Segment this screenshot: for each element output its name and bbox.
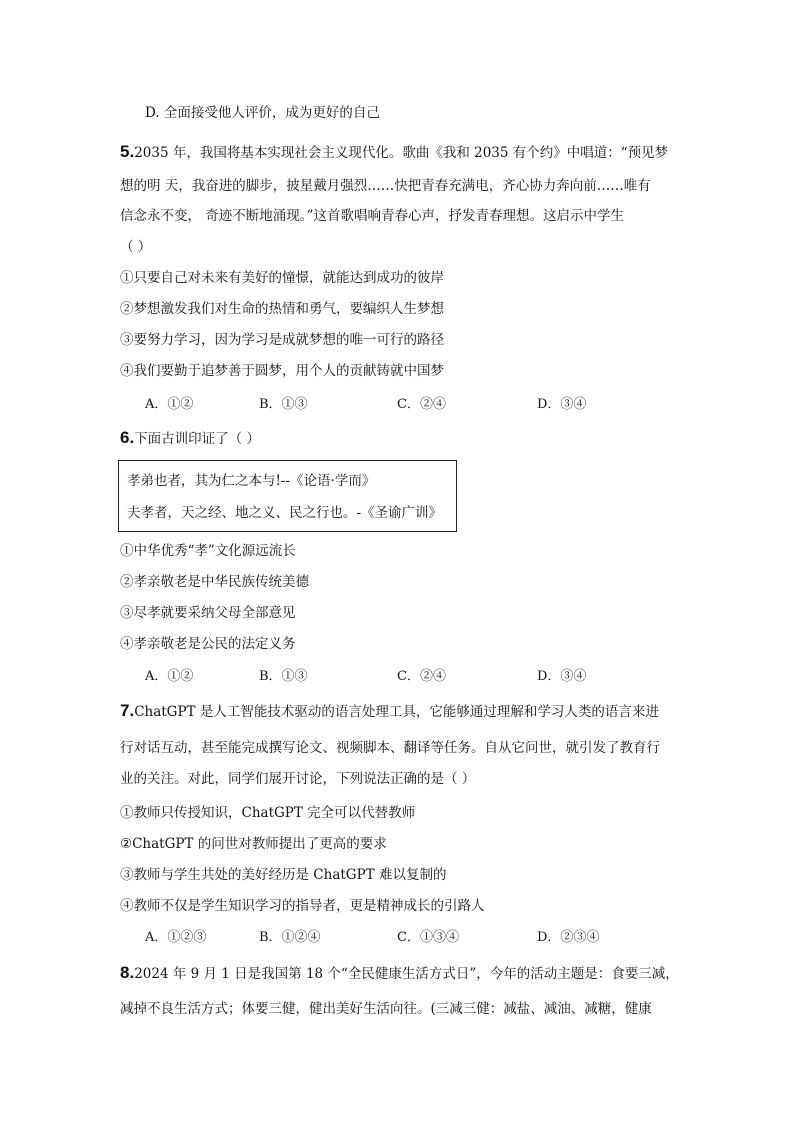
quote-box	[118, 460, 457, 532]
q7-option-b[interactable]: B．①②④	[259, 930, 321, 945]
q5-statement-3: ③要努力学习，因为学习是成就梦想的唯一可行的路径	[120, 332, 444, 348]
q5-options	[145, 395, 705, 415]
prev-option-d: D. 全面接受他人评价，成为更好的自己	[145, 105, 380, 121]
q5-stem-1: 2035 年，我国将基本实现社会主义现代化。歌曲《我和 2035 有个约》中唱道：“预见梦	[134, 145, 669, 161]
q7-statement-4: ④教师不仅是学生知识学习的指导者，更是精神成长的引路人	[120, 898, 485, 914]
q7-option-a[interactable]: A．①②③	[145, 930, 207, 945]
q5-answer-blank: （ ）	[120, 239, 152, 255]
q6-statement-4: ④孝亲敬老是公民的法定义务	[120, 636, 296, 652]
q6-number: 6.	[120, 428, 135, 447]
q6-options	[145, 667, 705, 687]
q8-number: 8.	[120, 963, 135, 982]
q8-stem-2: 减掉不良生活方式；体要三健，健出美好生活向往。(三减三健：减盐、减油、减糖，健康	[120, 1001, 652, 1017]
q8-line-1	[120, 963, 694, 984]
q8-stem-1: 2024 年 9 月 1 日是我国第 18 个“全民健康生活方式日”，今年的活动主题是：食要三减，	[134, 966, 679, 982]
q5-option-d[interactable]: D．③④	[537, 397, 587, 412]
q5-stem-2: 想的明 天，我奋进的脚步，披星戴月强烈……快把青春充满电，齐心协力奔向前……唯有	[120, 178, 651, 194]
q7-line-1	[120, 701, 694, 722]
q7-stem-2: 行对话互动，甚至能完成撰写论文、视频脚本、翻译等任务。自从它问世，就引发了教育行	[120, 740, 660, 756]
q5-option-a[interactable]: A．①②	[145, 397, 194, 412]
q5-statement-2: ②梦想激发我们对生命的热情和勇气，要编织人生梦想	[120, 301, 444, 317]
quote-shengyu: 夫孝者，天之经、地之义、民之行也。-《圣谕广训》	[127, 505, 443, 521]
q7-option-d[interactable]: D．②③④	[537, 930, 600, 945]
quote-lunyu: 孝弟也者，其为仁之本与!--《论语·学而》	[127, 473, 376, 489]
q7-option-c[interactable]: C．①③④	[397, 930, 459, 945]
q6-statement-3: ③尽孝就要采纳父母全部意见	[120, 605, 296, 621]
q5-option-c[interactable]: C．②④	[397, 397, 446, 412]
q7-number: 7.	[120, 701, 135, 720]
q6-line-1	[120, 428, 694, 449]
q6-option-a[interactable]: A．①②	[145, 669, 194, 684]
q7-stem-1: ChatGPT 是人工智能技术驱动的语言处理工具，它能够通过理解和学习人类的语言来进	[134, 704, 659, 720]
q7-options	[145, 928, 705, 948]
q5-number: 5.	[120, 142, 135, 161]
q7-statement-3: ③教师与学生共处的美好经历是 ChatGPT 难以复制的	[120, 867, 447, 883]
q6-statement-1: ①中华优秀“孝”文化源远流长	[120, 543, 296, 559]
q6-option-b[interactable]: B．①③	[259, 669, 308, 684]
q7-statement-1: ①教师只传授知识，ChatGPT 完全可以代替教师	[120, 805, 416, 821]
q6-option-c[interactable]: C．②④	[397, 669, 446, 684]
q5-line-1	[120, 142, 694, 163]
q5-option-b[interactable]: B．①③	[259, 397, 308, 412]
q6-option-d[interactable]: D．③④	[537, 669, 587, 684]
q5-statement-4: ④我们要勤于追梦善于圆梦，用个人的贡献铸就中国梦	[120, 363, 444, 379]
q7-statement-2: ②ChatGPT 的问世对教师提出了更高的要求	[120, 836, 387, 852]
q7-stem-3: 业的关注。对此，同学们展开讨论，下列说法正确的是（ ）	[120, 771, 476, 787]
q6-statement-2: ②孝亲敬老是中华民族传统美德	[120, 574, 309, 590]
q5-statement-1: ①只要自己对未来有美好的憧憬，就能达到成功的彼岸	[120, 270, 444, 286]
q5-stem-3: 信念永不变， 奇迹不断地涌现。”这首歌唱响青春心声，抒发青春理想。这启示中学生	[120, 208, 624, 224]
q6-stem: 下面古训印证了（ ）	[134, 431, 260, 447]
